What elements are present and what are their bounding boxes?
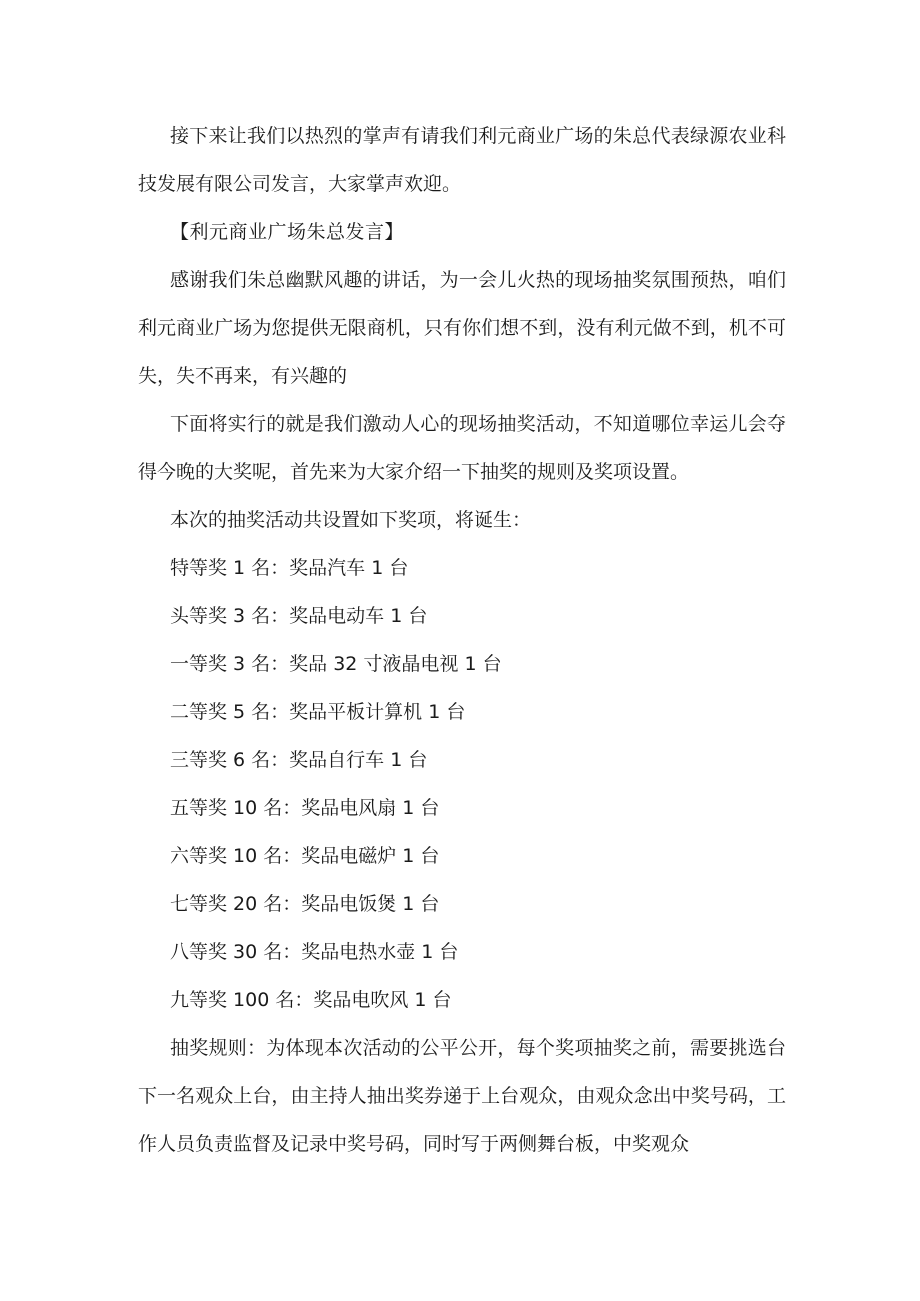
prize-list xyxy=(138,544,786,1024)
prize-item: 七等奖 20 名：奖品电饭煲 1 台 xyxy=(170,893,440,915)
paragraph-thanks: 感谢我们朱总幽默风趣的讲话，为一会儿火热的现场抽奖氛围预热，咱们利元商业广场为您提供无限商机，只有你们想不到，没有利元做不到，机不可失，失不再来，有兴趣的 xyxy=(138,269,786,387)
prize-item: 特等奖 1 名：奖品汽车 1 台 xyxy=(170,557,409,579)
paragraph-rules: 抽奖规则：为体现本次活动的公平公开，每个奖项抽奖之前，需要挑选台下一名观众上台，由主持人抽出奖券递于上台观众，由观众念出中奖号码，工作人员负责监督及记录中奖号码，同时写于两侧舞台板，中奖观众 xyxy=(138,1037,786,1155)
prize-item: 一等奖 3 名：奖品 32 寸液晶电视 1 台 xyxy=(170,653,502,675)
paragraph-next-activity: 下面将实行的就是我们激动人心的现场抽奖活动，不知道哪位幸运儿会夺得今晚的大奖呢，首先来为大家介绍一下抽奖的规则及奖项设置。 xyxy=(138,413,786,483)
document-body xyxy=(138,112,786,1168)
prize-item: 六等奖 10 名：奖品电磁炉 1 台 xyxy=(170,845,440,867)
prize-item: 八等奖 30 名：奖品电热水壶 1 台 xyxy=(170,941,459,963)
prize-item: 五等奖 10 名：奖品电风扇 1 台 xyxy=(170,797,440,819)
prize-item: 头等奖 3 名：奖品电动车 1 台 xyxy=(170,605,428,627)
paragraph-intro: 接下来让我们以热烈的掌声有请我们利元商业广场的朱总代表绿源农业科技发展有限公司发言，大家掌声欢迎。 xyxy=(138,125,786,195)
prize-item: 三等奖 6 名：奖品自行车 1 台 xyxy=(170,749,428,771)
section-heading: 【利元商业广场朱总发言】 xyxy=(170,221,405,243)
prize-item: 九等奖 100 名：奖品电吹风 1 台 xyxy=(170,989,452,1011)
prize-item: 二等奖 5 名：奖品平板计算机 1 台 xyxy=(170,701,466,723)
paragraph-prize-intro: 本次的抽奖活动共设置如下奖项，将诞生： xyxy=(170,509,532,531)
